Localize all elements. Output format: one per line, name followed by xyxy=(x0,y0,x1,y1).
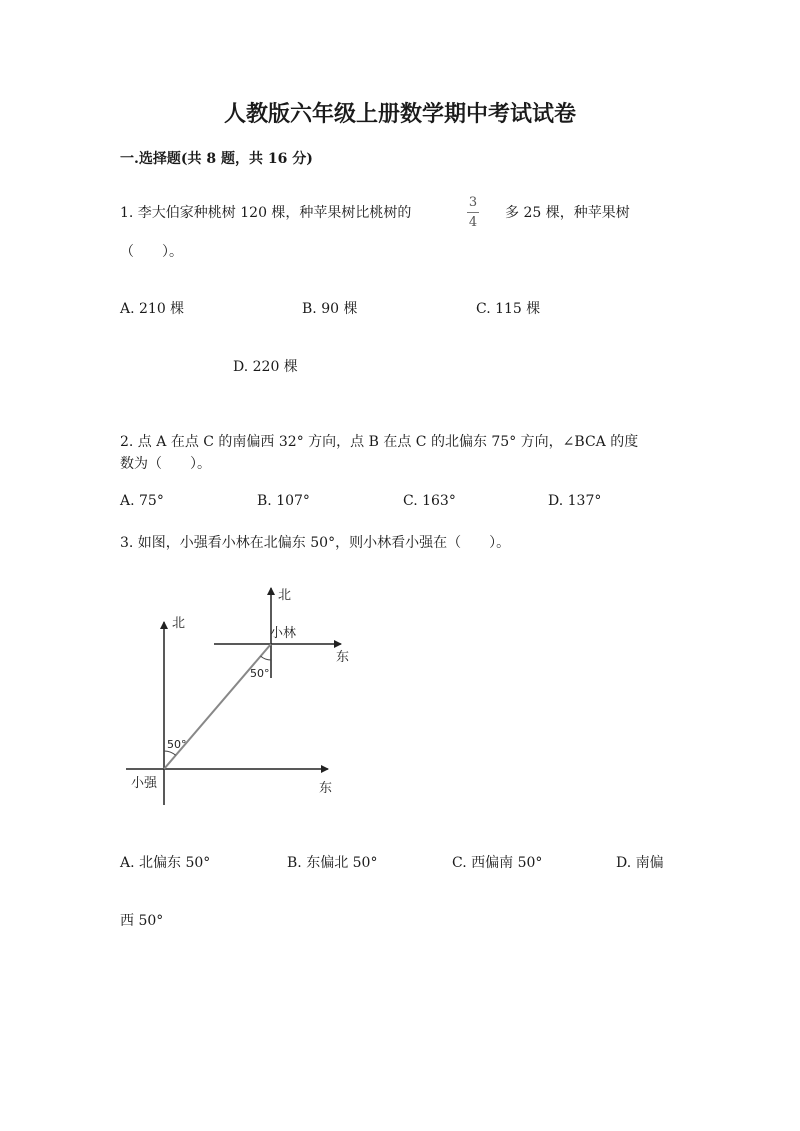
angle-arc-bottom xyxy=(164,751,176,755)
angle-label-top: 50° xyxy=(250,667,270,680)
section-heading: 一.选择题(共 8 题，共 16 分) xyxy=(120,151,313,167)
q1-stem-part1: 1. 李大伯家种桃树 120 棵，种苹果树比桃树的 xyxy=(120,205,412,221)
direction-figure xyxy=(120,580,380,815)
xiaolin-label: 小林 xyxy=(270,626,297,641)
xiaoqiang-label: 小强 xyxy=(131,776,158,791)
q2-option-a[interactable]: A. 75° xyxy=(120,493,164,509)
q1-fraction xyxy=(463,196,483,229)
north-label-left: 北 xyxy=(172,616,186,631)
q1-stem-part2: 多 25 棵，种苹果树 xyxy=(505,205,630,221)
angle-arc-top xyxy=(261,656,271,660)
q2-option-b[interactable]: B. 107° xyxy=(257,493,310,509)
q3-option-d[interactable]: D. 南偏 xyxy=(616,855,664,871)
q2-stem-line2: 数为（ ）。 xyxy=(120,456,211,472)
east-label-bottom: 东 xyxy=(319,781,333,796)
q1-option-c[interactable]: C. 115 棵 xyxy=(476,301,541,317)
q3-option-a[interactable]: A. 北偏东 50° xyxy=(120,855,211,871)
q1-stem-part3: （ ）。 xyxy=(120,244,183,260)
q3-option-d-continued: 西 50° xyxy=(120,913,164,929)
q2-stem-line1: 2. 点 A 在点 C 的南偏西 32° 方向，点 B 在点 C 的北偏东 75° 方向，∠BCA 的度 xyxy=(120,434,639,450)
q2-option-c[interactable]: C. 163° xyxy=(403,493,456,509)
east-label-top: 东 xyxy=(336,650,350,665)
north-label-right: 北 xyxy=(278,588,292,603)
q1-option-d[interactable]: D. 220 棵 xyxy=(233,359,298,375)
q3-option-b[interactable]: B. 东偏北 50° xyxy=(287,855,378,871)
q2-option-d[interactable]: D. 137° xyxy=(548,493,602,509)
q3-stem: 3. 如图，小强看小林在北偏东 50°，则小林看小强在（ ）。 xyxy=(120,535,511,551)
fraction-numerator: 3 xyxy=(468,195,478,210)
angle-label-bottom: 50° xyxy=(167,738,187,751)
fraction-bar xyxy=(467,212,479,213)
fraction-denominator: 4 xyxy=(468,215,478,230)
page-title: 人教版六年级上册数学期中考试试卷 xyxy=(223,101,576,127)
q3-option-c[interactable]: C. 西偏南 50° xyxy=(452,855,543,871)
q1-option-b[interactable]: B. 90 棵 xyxy=(302,301,358,317)
q1-option-a[interactable]: A. 210 棵 xyxy=(120,301,185,317)
